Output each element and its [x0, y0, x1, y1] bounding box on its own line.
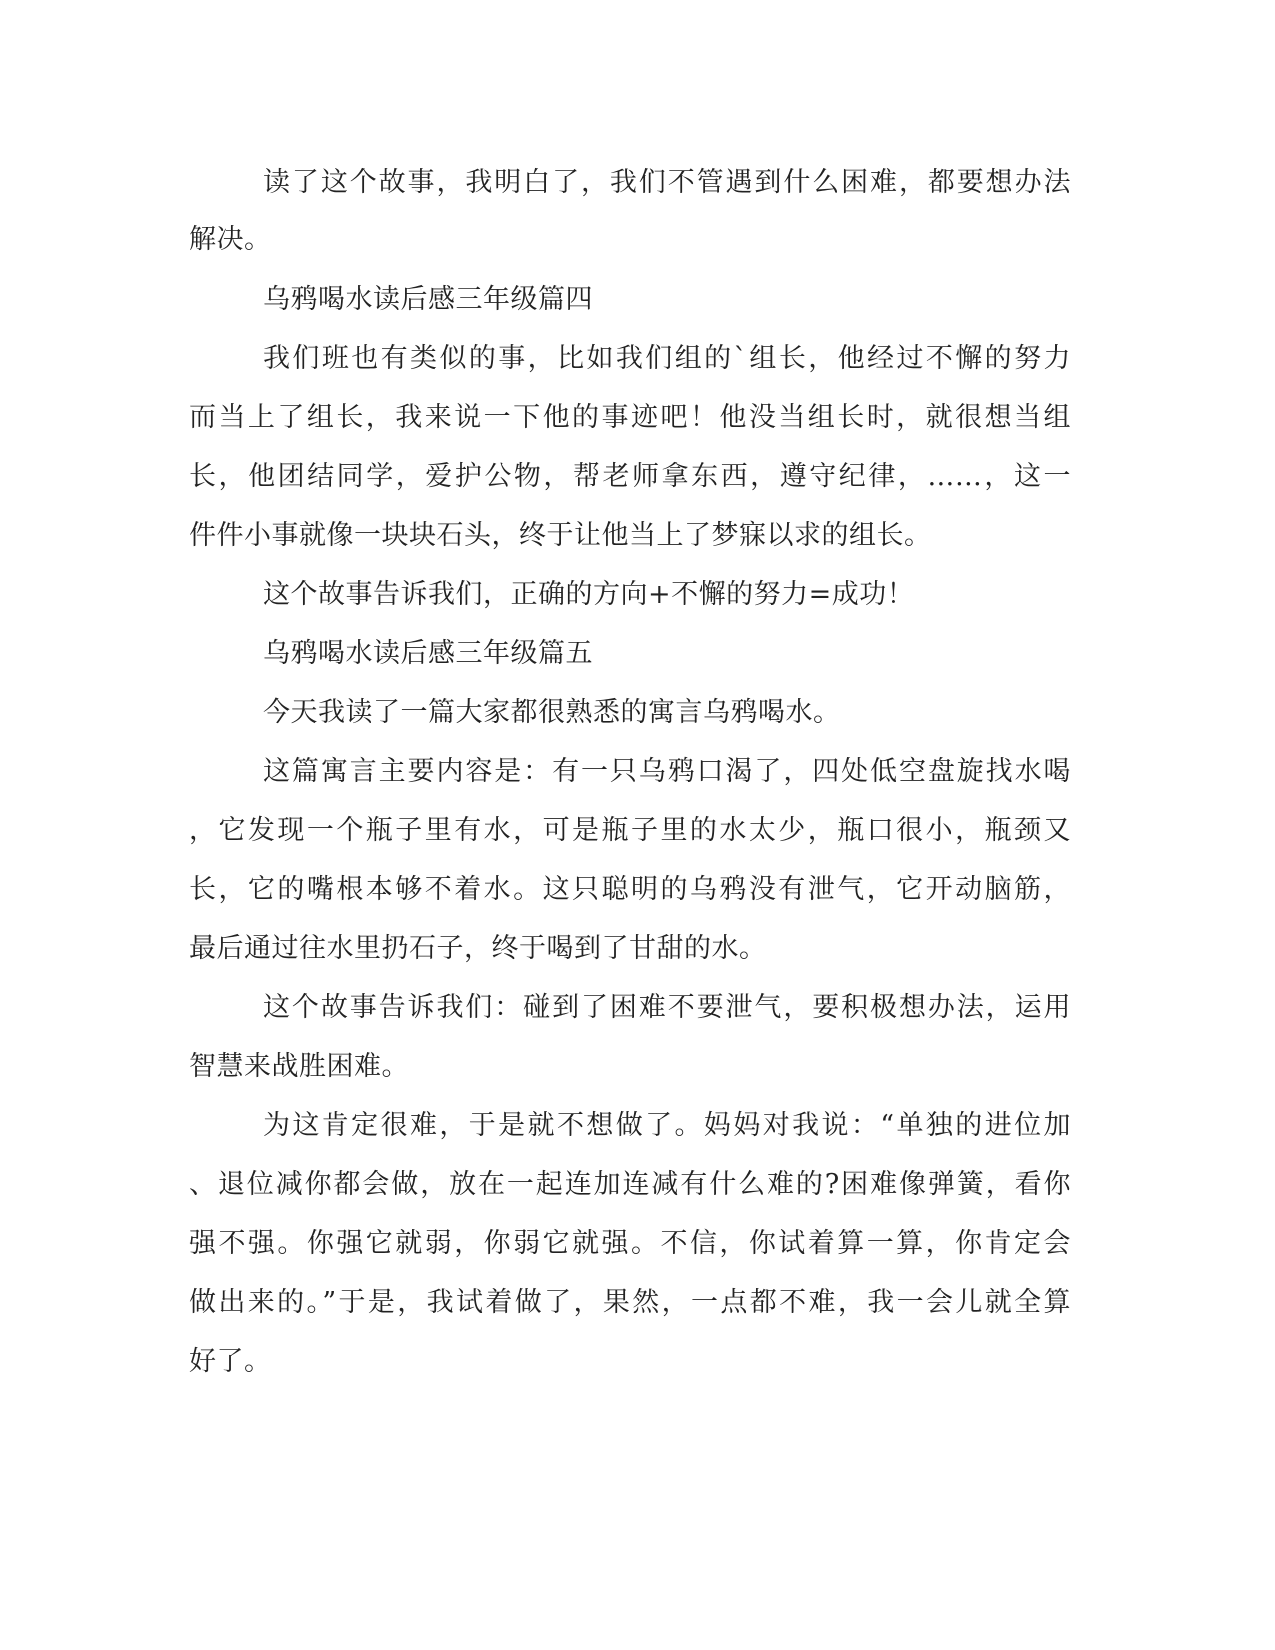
paragraph-line: 好了。: [189, 1346, 272, 1377]
paragraph-line: 长，他团结同学，爱护公物，帮老师拿东西，遵守纪律，……，这一: [189, 461, 1071, 492]
paragraph-line: 这个故事告诉我们，正确的方向+不懈的努力=成功！: [263, 579, 915, 610]
section-heading: 乌鸦喝水读后感三年级篇五: [263, 638, 593, 669]
paragraph-line: 强不强。你强它就弱，你弱它就强。不信，你试着算一算，你肯定会: [189, 1228, 1071, 1259]
paragraph-line: ，它发现一个瓶子里有水，可是瓶子里的水太少，瓶口很小，瓶颈又: [189, 815, 1071, 846]
paragraph-line: 智慧来战胜困难。: [189, 1051, 409, 1082]
paragraph-line: 我们班也有类似的事，比如我们组的`组长，他经过不懈的努力: [263, 343, 1071, 374]
paragraph-line: 、退位减你都会做，放在一起连加连减有什么难的?困难像弹簧，看你: [189, 1169, 1071, 1200]
paragraph-line: 解决。: [189, 224, 272, 255]
paragraph-line: 读了这个故事，我明白了，我们不管遇到什么困难，都要想办法: [263, 167, 1071, 198]
paragraph-line: 件件小事就像一块块石头，终于让他当上了梦寐以求的组长。: [189, 520, 932, 551]
section-heading: 乌鸦喝水读后感三年级篇四: [263, 284, 593, 315]
paragraph-line: 为这肯定很难，于是就不想做了。妈妈对我说：“单独的进位加: [263, 1110, 1071, 1141]
paragraph-line: 最后通过往水里扔石子，终于喝到了甘甜的水。: [189, 933, 767, 964]
paragraph-line: 做出来的。”于是，我试着做了，果然，一点都不难，我一会儿就全算: [189, 1287, 1071, 1318]
paragraph-line: 长，它的嘴根本够不着水。这只聪明的乌鸦没有泄气，它开动脑筋，: [189, 874, 1071, 905]
paragraph-line: 这篇寓言主要内容是：有一只乌鸦口渴了，四处低空盘旋找水喝: [263, 756, 1071, 787]
paragraph-line: 这个故事告诉我们：碰到了困难不要泄气，要积极想办法，运用: [263, 992, 1071, 1023]
paragraph-line: 而当上了组长，我来说一下他的事迹吧！他没当组长时，就很想当组: [189, 402, 1071, 433]
paragraph-line: 今天我读了一篇大家都很熟悉的寓言乌鸦喝水。: [263, 697, 841, 728]
